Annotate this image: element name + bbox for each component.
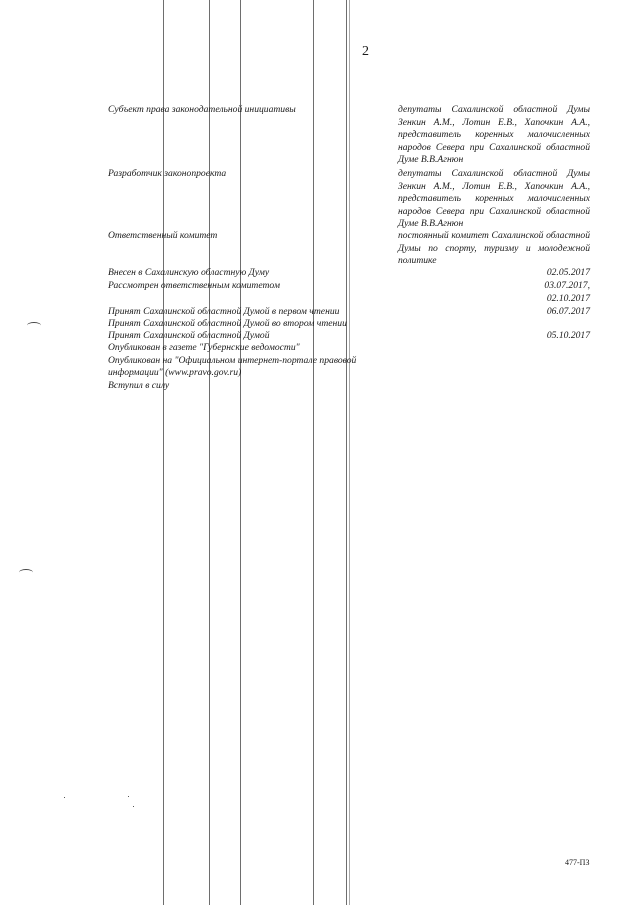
scan-line bbox=[313, 0, 314, 905]
developer-value: депутаты Сахалинской областной Думы Зенкин А.М., Лотин Е.В., Хапочкин А.А., представитель коренных малочисленных народов Севера при Сахалинской областной Думе В.В.Агнюн bbox=[398, 168, 590, 230]
committee-value: постоянный комитет Сахалинской областной Думы по спорту, туризму и молодежной политике bbox=[398, 230, 590, 267]
scan-line bbox=[240, 0, 241, 905]
scan-mark bbox=[27, 322, 41, 329]
initiative-subject-value: депутаты Сахалинской областной Думы Зенкин А.М., Лотин Е.В., Хапочкин А.А., представитель коренных малочисленных народов Севера при Сахалинской областной Думе В.В.Агнюн bbox=[398, 104, 590, 166]
event-submitted-date: 02.05.2017 bbox=[546, 267, 590, 278]
event-portal-label: Опубликован на "Официальном интернет-портале правовой bbox=[108, 355, 357, 366]
event-in-force-label: Вступил в силу bbox=[108, 380, 170, 391]
scan-dot bbox=[133, 806, 134, 807]
scan-dot bbox=[128, 796, 129, 797]
developer-label: Разработчик законопроекта bbox=[108, 168, 227, 179]
page-number: 2 bbox=[362, 44, 369, 59]
event-gazette-date: 05.10.2017 bbox=[546, 330, 590, 341]
event-second-reading-label: Принят Сахалинской областной Думой во втором чтении bbox=[108, 318, 347, 329]
initiative-subject-label: Субъект права законодательной инициативы bbox=[108, 104, 296, 115]
event-reviewed-date: 03.07.2017, bbox=[544, 280, 590, 291]
scan-line bbox=[349, 0, 350, 905]
event-reviewed-label: Рассмотрен ответственным комитетом bbox=[108, 280, 280, 291]
event-first-reading-date: 06.07.2017 bbox=[546, 306, 590, 317]
committee-label: Ответственный комитет bbox=[108, 230, 218, 241]
event-submitted-label: Внесен в Сахалинскую областную Думу bbox=[108, 267, 270, 278]
scan-line bbox=[346, 0, 347, 905]
event-portal-label-cont: информации" (www.pravo.gov.ru) bbox=[108, 367, 242, 378]
document-code: 477-ПЗ bbox=[565, 858, 590, 867]
event-gazette-label: Опубликован в газете "Губернские ведомости" bbox=[108, 342, 300, 353]
scan-line bbox=[209, 0, 210, 905]
event-reviewed-date-2: 02.10.2017 bbox=[546, 293, 590, 304]
event-first-reading-label: Принят Сахалинской областной Думой в первом чтении bbox=[108, 306, 340, 317]
event-adopted-label: Принят Сахалинской областной Думой bbox=[108, 330, 270, 341]
scan-line bbox=[163, 0, 164, 905]
scan-dot bbox=[64, 797, 65, 798]
scan-mark bbox=[19, 569, 33, 576]
